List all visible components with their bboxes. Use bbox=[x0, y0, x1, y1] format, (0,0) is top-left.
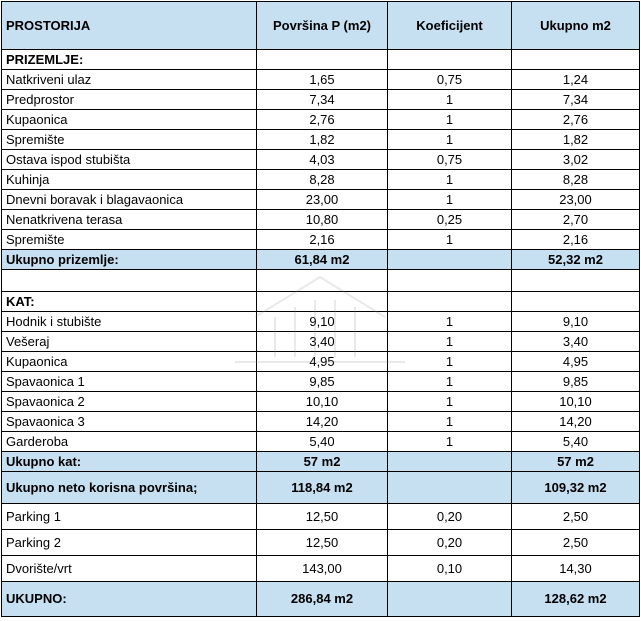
room-total: 2,16 bbox=[512, 230, 640, 250]
spacer-row bbox=[2, 270, 640, 292]
grand-total-area: 286,84 m2 bbox=[257, 582, 388, 617]
room-total: 9,10 bbox=[512, 312, 640, 332]
table-row bbox=[2, 412, 640, 432]
room-total: 2,70 bbox=[512, 210, 640, 230]
room-name: Dnevni boravak i blagavaonica bbox=[2, 190, 257, 210]
room-coefficient: 0,25 bbox=[388, 210, 512, 230]
room-coefficient: 1 bbox=[388, 110, 512, 130]
table-row bbox=[2, 90, 640, 110]
room-coefficient: 1 bbox=[388, 170, 512, 190]
empty-cell bbox=[388, 250, 512, 270]
room-total: 10,10 bbox=[512, 392, 640, 412]
subtotal-total: 57 m2 bbox=[512, 452, 640, 472]
room-area: 10,80 bbox=[257, 210, 388, 230]
room-name: Ostava ispod stubišta bbox=[2, 150, 257, 170]
subtotal-area: 61,84 m2 bbox=[257, 250, 388, 270]
subtotal-row bbox=[2, 452, 640, 472]
outdoor-total: 2,50 bbox=[512, 530, 640, 556]
table-row bbox=[2, 230, 640, 250]
net-total-value: 109,32 m2 bbox=[512, 472, 640, 504]
outdoor-area: 12,50 bbox=[257, 504, 388, 530]
empty-cell bbox=[512, 292, 640, 312]
empty-cell bbox=[388, 50, 512, 70]
room-area: 7,34 bbox=[257, 90, 388, 110]
room-name: Spremište bbox=[2, 230, 257, 250]
room-area: 8,28 bbox=[257, 170, 388, 190]
room-coefficient: 1 bbox=[388, 190, 512, 210]
room-total: 2,76 bbox=[512, 110, 640, 130]
table-row bbox=[2, 170, 640, 190]
table-row bbox=[2, 432, 640, 452]
header-coefficient: Koeficijent bbox=[388, 2, 512, 50]
room-coefficient: 1 bbox=[388, 230, 512, 250]
area-table bbox=[1, 1, 640, 617]
room-total: 7,34 bbox=[512, 90, 640, 110]
room-area: 14,20 bbox=[257, 412, 388, 432]
header-total: Ukupno m2 bbox=[512, 2, 640, 50]
header-area: Površina P (m2) bbox=[257, 2, 388, 50]
table-row bbox=[2, 110, 640, 130]
room-total: 8,28 bbox=[512, 170, 640, 190]
table-row bbox=[2, 130, 640, 150]
room-total: 23,00 bbox=[512, 190, 640, 210]
room-coefficient: 1 bbox=[388, 432, 512, 452]
room-name: Vešeraj bbox=[2, 332, 257, 352]
section-title: PRIZEMLJE: bbox=[2, 50, 257, 70]
room-total: 3,02 bbox=[512, 150, 640, 170]
room-name: Predprostor bbox=[2, 90, 257, 110]
outdoor-area: 143,00 bbox=[257, 556, 388, 582]
room-coefficient: 1 bbox=[388, 332, 512, 352]
subtotal-row bbox=[2, 250, 640, 270]
table-row bbox=[2, 150, 640, 170]
room-coefficient: 1 bbox=[388, 392, 512, 412]
room-coefficient: 1 bbox=[388, 312, 512, 332]
room-total: 5,40 bbox=[512, 432, 640, 452]
room-name: Nenatkrivena terasa bbox=[2, 210, 257, 230]
outdoor-coefficient: 0,20 bbox=[388, 530, 512, 556]
room-area: 23,00 bbox=[257, 190, 388, 210]
room-name: Kuhinja bbox=[2, 170, 257, 190]
area-table-body bbox=[2, 2, 640, 617]
room-coefficient: 0,75 bbox=[388, 70, 512, 90]
table-row bbox=[2, 210, 640, 230]
room-total: 1,24 bbox=[512, 70, 640, 90]
outdoor-coefficient: 0,20 bbox=[388, 504, 512, 530]
room-total: 4,95 bbox=[512, 352, 640, 372]
room-name: Garderoba bbox=[2, 432, 257, 452]
room-name: Hodnik i stubište bbox=[2, 312, 257, 332]
empty-cell bbox=[512, 50, 640, 70]
empty-cell bbox=[2, 270, 257, 292]
room-coefficient: 1 bbox=[388, 130, 512, 150]
room-area: 5,40 bbox=[257, 432, 388, 452]
table-row bbox=[2, 372, 640, 392]
empty-cell bbox=[388, 582, 512, 617]
room-area: 3,40 bbox=[257, 332, 388, 352]
grand-total-value: 128,62 m2 bbox=[512, 582, 640, 617]
room-area: 2,16 bbox=[257, 230, 388, 250]
empty-cell bbox=[512, 270, 640, 292]
empty-cell bbox=[388, 292, 512, 312]
outdoor-name: Dvorište/vrt bbox=[2, 556, 257, 582]
room-total: 1,82 bbox=[512, 130, 640, 150]
subtotal-label: Ukupno prizemlje: bbox=[2, 250, 257, 270]
room-name: Spavaonica 1 bbox=[2, 372, 257, 392]
room-area: 10,10 bbox=[257, 392, 388, 412]
room-coefficient: 1 bbox=[388, 90, 512, 110]
room-coefficient: 1 bbox=[388, 352, 512, 372]
room-area: 9,85 bbox=[257, 372, 388, 392]
header-row bbox=[2, 2, 640, 50]
subtotal-label: Ukupno kat: bbox=[2, 452, 257, 472]
net-total-row bbox=[2, 472, 640, 504]
empty-cell bbox=[388, 472, 512, 504]
outdoor-total: 2,50 bbox=[512, 504, 640, 530]
empty-cell bbox=[257, 270, 388, 292]
empty-cell bbox=[257, 50, 388, 70]
subtotal-area: 57 m2 bbox=[257, 452, 388, 472]
section-title-row bbox=[2, 292, 640, 312]
room-total: 14,20 bbox=[512, 412, 640, 432]
table-row bbox=[2, 332, 640, 352]
net-total-area: 118,84 m2 bbox=[257, 472, 388, 504]
table-row bbox=[2, 504, 640, 530]
table-row bbox=[2, 190, 640, 210]
grand-total-label: UKUPNO: bbox=[2, 582, 257, 617]
room-area: 4,03 bbox=[257, 150, 388, 170]
empty-cell bbox=[388, 270, 512, 292]
section-title-row bbox=[2, 50, 640, 70]
section-title: KAT: bbox=[2, 292, 257, 312]
room-name: Spavaonica 3 bbox=[2, 412, 257, 432]
table-row bbox=[2, 312, 640, 332]
room-area: 1,82 bbox=[257, 130, 388, 150]
outdoor-total: 14,30 bbox=[512, 556, 640, 582]
outdoor-coefficient: 0,10 bbox=[388, 556, 512, 582]
room-coefficient: 0,75 bbox=[388, 150, 512, 170]
table-row bbox=[2, 392, 640, 412]
room-area: 9,10 bbox=[257, 312, 388, 332]
room-area: 4,95 bbox=[257, 352, 388, 372]
room-total: 3,40 bbox=[512, 332, 640, 352]
table-row bbox=[2, 556, 640, 582]
table-row bbox=[2, 70, 640, 90]
outdoor-area: 12,50 bbox=[257, 530, 388, 556]
grand-total-row bbox=[2, 582, 640, 617]
room-name: Kupaonica bbox=[2, 110, 257, 130]
header-room: PROSTORIJA bbox=[2, 2, 257, 50]
table-row bbox=[2, 352, 640, 372]
outdoor-name: Parking 1 bbox=[2, 504, 257, 530]
room-area: 1,65 bbox=[257, 70, 388, 90]
room-total: 9,85 bbox=[512, 372, 640, 392]
room-area: 2,76 bbox=[257, 110, 388, 130]
empty-cell bbox=[388, 452, 512, 472]
outdoor-name: Parking 2 bbox=[2, 530, 257, 556]
table-row bbox=[2, 530, 640, 556]
room-name: Kupaonica bbox=[2, 352, 257, 372]
room-coefficient: 1 bbox=[388, 412, 512, 432]
room-name: Natkriveni ulaz bbox=[2, 70, 257, 90]
empty-cell bbox=[257, 292, 388, 312]
room-coefficient: 1 bbox=[388, 372, 512, 392]
net-total-label: Ukupno neto korisna površina; bbox=[2, 472, 257, 504]
subtotal-total: 52,32 m2 bbox=[512, 250, 640, 270]
room-name: Spremište bbox=[2, 130, 257, 150]
room-name: Spavaonica 2 bbox=[2, 392, 257, 412]
